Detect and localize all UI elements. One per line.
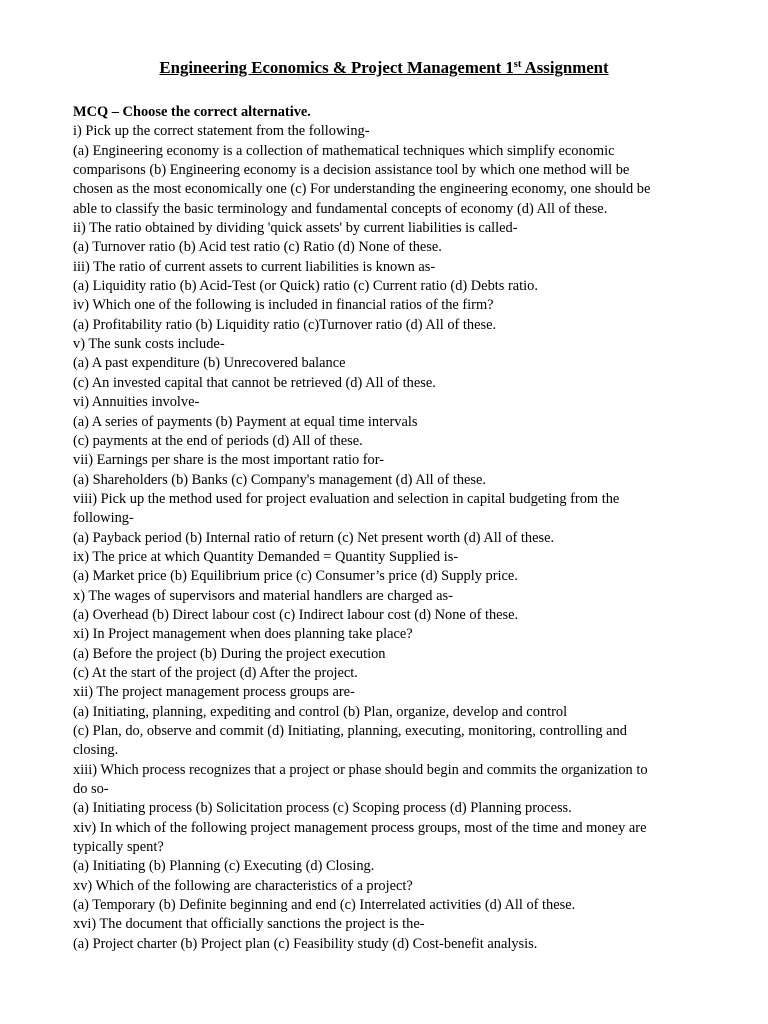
text-line: vii) Earnings per share is the most important ratio for- — [73, 452, 385, 469]
question-list — [73, 122, 703, 954]
title-ordinal-suffix: st — [513, 58, 522, 70]
text-line: do so- — [73, 781, 109, 798]
text-line: v) The sunk costs include- — [73, 336, 225, 353]
section-heading: MCQ – Choose the correct alternative. — [73, 104, 311, 120]
text-line: typically spent? — [73, 839, 164, 856]
text-line: (a) A past expenditure (b) Unrecovered balance — [73, 355, 346, 372]
text-line: (a) Turnover ratio (b) Acid test ratio (c) Ratio (d) None of these. — [73, 239, 442, 256]
text-line: (a) Liquidity ratio (b) Acid-Test (or Quick) ratio (c) Current ratio (d) Debts ratio. — [73, 278, 538, 295]
text-line: (a) Initiating, planning, expediting and control (b) Plan, organize, develop and control — [73, 703, 568, 720]
title-text: Engineering Economics & Project Management 1 — [159, 58, 514, 77]
text-line: x) The wages of supervisors and material handlers are charged as- — [73, 587, 453, 604]
text-line: (c) payments at the end of periods (d) All of these. — [73, 432, 363, 449]
text-line: (a) Temporary (b) Definite beginning and end (c) Interrelated activities (d) All of these. — [73, 897, 576, 914]
text-line: chosen as the most economically one (c) For understanding the engineering economy, one should be — [73, 181, 651, 198]
text-line: xii) The project management process groups are- — [73, 684, 355, 701]
text-line: (a) Profitability ratio (b) Liquidity ratio (c)Turnover ratio (d) All of these. — [73, 316, 497, 333]
text-line: iv) Which one of the following is included in financial ratios of the firm? — [73, 297, 494, 314]
text-line: following- — [73, 510, 134, 527]
title-text-end: Assignment — [521, 58, 609, 77]
text-line: xv) Which of the following are characteristics of a project? — [73, 877, 413, 894]
text-line: (a) Initiating (b) Planning (c) Executing (d) Closing. — [73, 858, 375, 875]
text-line: closing. — [73, 742, 119, 759]
text-line: (a) Before the project (b) During the project execution — [73, 645, 386, 662]
text-line: vi) Annuities involve- — [73, 394, 200, 411]
text-line: (a) Shareholders (b) Banks (c) Company's management (d) All of these. — [73, 471, 487, 488]
text-line: (a) Project charter (b) Project plan (c) Feasibility study (d) Cost-benefit analysis. — [73, 935, 538, 952]
text-line: i) Pick up the correct statement from the following- — [73, 123, 370, 140]
document-title — [0, 58, 768, 78]
text-line: (c) An invested capital that cannot be retrieved (d) All of these. — [73, 374, 436, 391]
text-line: (a) Engineering economy is a collection of mathematical techniques which simplify economic — [73, 142, 615, 159]
text-line: xiv) In which of the following project management process groups, most of the time and money are — [73, 819, 647, 836]
text-line: xi) In Project management when does planning take place? — [73, 626, 413, 643]
text-line: (a) Market price (b) Equilibrium price (c) Consumer’s price (d) Supply price. — [73, 568, 518, 585]
text-line: (a) Initiating process (b) Solicitation process (c) Scoping process (d) Planning process. — [73, 800, 572, 817]
text-line: able to classify the basic terminology and fundamental concepts of economy (d) All of these. — [73, 200, 608, 217]
text-line: ix) The price at which Quantity Demanded = Quantity Supplied is- — [73, 548, 459, 565]
text-line: viii) Pick up the method used for project evaluation and selection in capital budgeting from the — [73, 490, 620, 507]
text-line: comparisons (b) Engineering economy is a decision assistance tool by which one method will be — [73, 162, 630, 179]
text-line: xiii) Which process recognizes that a project or phase should begin and commits the organization to — [73, 761, 648, 778]
text-line: ii) The ratio obtained by dividing 'quick assets' by current liabilities is called- — [73, 220, 518, 237]
text-line: (c) Plan, do, observe and commit (d) Initiating, planning, executing, monitoring, controlling and — [73, 723, 627, 739]
text-line: (a) Payback period (b) Internal ratio of return (c) Net present worth (d) All of these. — [73, 529, 555, 546]
text-line: (a) A series of payments (b) Payment at equal time intervals — [73, 413, 418, 430]
text-line: xvi) The document that officially sanctions the project is the- — [73, 916, 425, 933]
text-line: (c) At the start of the project (d) After the project. — [73, 664, 358, 681]
text-line: (a) Overhead (b) Direct labour cost (c) Indirect labour cost (d) None of these. — [73, 606, 519, 623]
text-line: iii) The ratio of current assets to current liabilities is known as- — [73, 258, 436, 275]
document-body — [73, 103, 703, 954]
